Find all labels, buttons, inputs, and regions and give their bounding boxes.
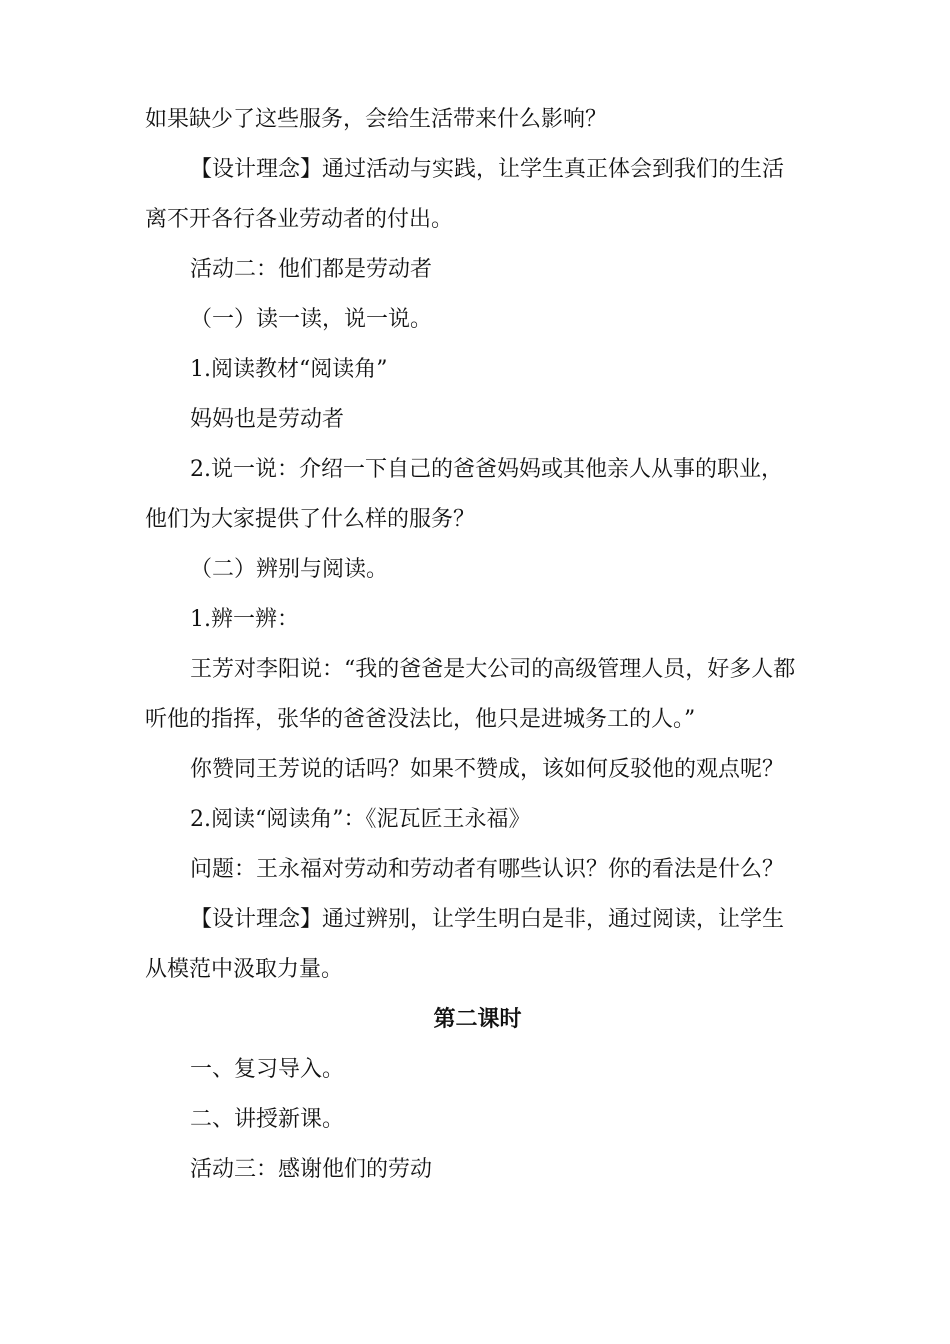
paragraph-line: 王芳对李阳说：“我的爸爸是大公司的高级管理人员，好多人都 — [190, 657, 796, 682]
paragraph-line: 从模范中汲取力量。 — [145, 957, 344, 982]
paragraph-line: 你赞同王芳说的话吗？如果不赞成，该如何反驳他的观点呢？ — [190, 757, 785, 782]
paragraph-line: 活动二：他们都是劳动者 — [190, 257, 433, 282]
paragraph-line: 离不开各行各业劳动者的付出。 — [145, 207, 454, 232]
paragraph-line: 1.阅读教材“阅读角” — [190, 357, 388, 382]
paragraph-line: 一、复习导入。 — [190, 1057, 345, 1082]
paragraph-line: 【设计理念】通过辨别，让学生明白是非，通过阅读，让学生 — [190, 907, 785, 932]
paragraph-line: 妈妈也是劳动者 — [190, 407, 345, 432]
section-heading: 第二课时 — [433, 1007, 522, 1032]
paragraph-line: （一）读一读，说一说。 — [190, 307, 433, 332]
paragraph-line: 他们为大家提供了什么样的服务？ — [145, 507, 476, 532]
paragraph-line: 2.说一说：介绍一下自己的爸爸妈妈或其他亲人从事的职业， — [190, 457, 783, 482]
paragraph-line: 问题：王永福对劳动和劳动者有哪些认识？你的看法是什么？ — [190, 857, 785, 882]
paragraph-line: 1.辨一辨： — [190, 607, 299, 632]
paragraph-line: 2.阅读“阅读角”：《泥瓦匠王永福》 — [190, 807, 531, 832]
paragraph-line: 听他的指挥，张华的爸爸没法比，他只是进城务工的人。” — [145, 707, 696, 732]
paragraph-line: （二）辨别与阅读。 — [190, 557, 389, 582]
paragraph-line: 【设计理念】通过活动与实践，让学生真正体会到我们的生活 — [190, 157, 785, 182]
paragraph-line: 二、讲授新课。 — [190, 1107, 345, 1132]
paragraph-line: 活动三：感谢他们的劳动 — [190, 1157, 433, 1182]
paragraph-line: 如果缺少了这些服务，会给生活带来什么影响？ — [145, 107, 608, 132]
